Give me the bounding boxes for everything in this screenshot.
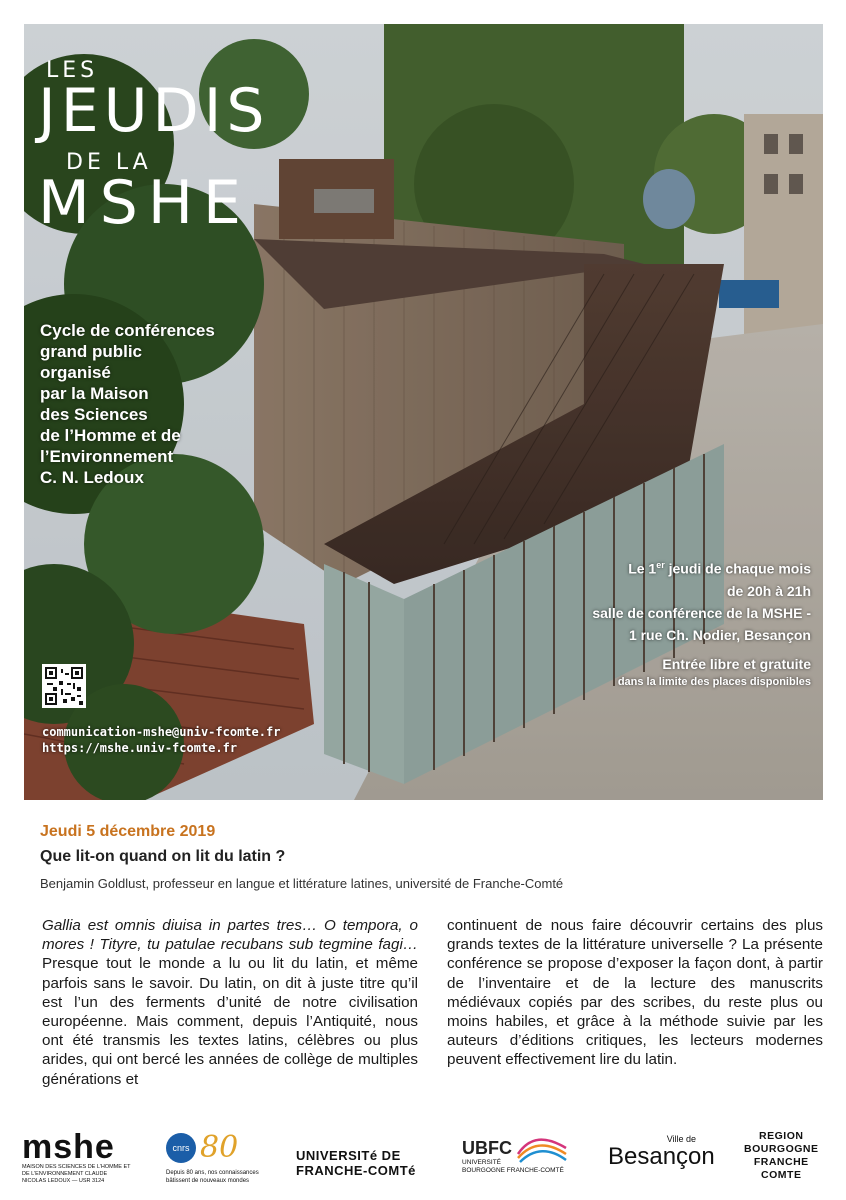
cnrs-80-mark: 80 [200,1130,239,1165]
cycle-description: Cycle de conférences grand public organisé par la Maison des Sciences de l’Homme et de l’Environnement C. N. Ledoux [40,321,215,487]
contact-email-link[interactable]: communication-mshe@univ-fcomte.fr [42,725,281,739]
schedule-line-1-post: jeudi de chaque mois [664,560,811,577]
series-dela: DE LA [66,150,152,175]
schedule-line-4: 1 rue Ch. Nodier, Besançon [628,626,811,643]
series-mshe: MSHE [38,168,251,238]
mshe-logo-sub: MAISON DES SCIENCES DE L’HOMME ET DE L’ENVIRONNEMENT CLAUDE NICOLAS LEDOUX — USR 3124 [22,1164,131,1184]
schedule-info [471,554,811,690]
partner-logos [0,1120,846,1200]
region-logo-line-3: FRANCHE [753,1156,809,1168]
besancon-logo [608,1134,715,1170]
qr-code-icon [45,667,83,705]
besancon-logo-small: Ville de [666,1134,697,1144]
ufc-logo [296,1148,416,1178]
entry-limit: dans la limite des places disponibles [617,675,811,688]
cnrs-logo-sub: Depuis 80 ans, nos connaissances bâtissent de nouveaux mondes [166,1170,259,1184]
cnrs-logo-circle: cnrs [166,1133,196,1163]
contact-website-link[interactable]: https://mshe.univ-fcomte.fr [42,741,238,755]
abstract-left-text: Presque tout le monde a lu ou lit du latin, et même parfois sans le savoir. Du latin, on dit à juste titre qu’il est l’un des ferments d’unité de notre civilisation européenne. Mais comment, depuis l’Antiquité, nous ont été transmis les textes latins, célèbres ou plus arides, qui ont bercé les années de collège de multiples générations et [42,955,418,1088]
ubfc-logo-sub-2: BOURGOGNE FRANCHE-COMTÉ [462,1167,564,1174]
region-logo-line-4: COMTE [761,1169,802,1181]
schedule-line-3: salle de conférence de la MSHE - [592,604,811,621]
mshe-logo-word: mshe [22,1128,115,1166]
qr-code[interactable] [42,664,86,708]
ubfc-logo-word: UBFC [462,1138,512,1158]
schedule-line-1-sup: er [656,560,665,570]
series-jeudis: JEUDIS [38,76,270,146]
ubfc-logo-sub-1: UNIVERSITÉ [462,1159,502,1166]
latin-quotes: Gallia est omnis diuisa in partes tres… O tempora, o mores ! Tityre, tu patulae recubans sub tegmine fagi… [42,917,418,954]
hero-photo [24,24,823,800]
ubfc-swirl-icon [516,1134,568,1164]
besancon-logo-word: Besançon [608,1143,715,1170]
schedule-line-1 [471,554,811,580]
mshe-logo [22,1130,132,1185]
ubfc-logo [462,1138,564,1175]
schedule-line-1-pre: Le 1 [628,560,657,577]
schedule-line-2: de 20h à 21h [726,582,811,599]
event-speaker: Benjamin Goldlust, professeur en langue et littérature latines, université de Franche-Comté [40,876,564,891]
ufc-logo-line-1: UNIVERSITé DE [296,1148,401,1163]
cnrs-logo [166,1130,262,1185]
series-les: LES [46,58,99,83]
contact-block [42,724,280,756]
event-date: Jeudi 5 décembre 2019 [40,823,216,840]
abstract-left-column [42,916,418,1089]
ufc-logo-line-2: FRANCHE-COMTé [296,1163,416,1178]
region-logo [744,1130,819,1182]
region-logo-line-2: BOURGOGNE [744,1143,819,1155]
event-title: Que lit-on quand on lit du latin ? [40,848,286,865]
region-logo-line-1: REGION [759,1130,804,1142]
entry-free: Entrée libre et gratuite [662,655,811,672]
abstract-right-column: continuent de nous faire découvrir certains des plus grands textes de la littérature universelle ? La présente conférence se propose d’exposer la façon dont, à partir de l’inventaire et de la lecture des manuscrits médiévaux copiés par des scribes, du reste plus ou moins habiles, et grâce à la méthode suivie par les auteurs d’éditions critiques, les lecteurs modernes peuvent effectivement lire du latin. [447,917,823,1069]
